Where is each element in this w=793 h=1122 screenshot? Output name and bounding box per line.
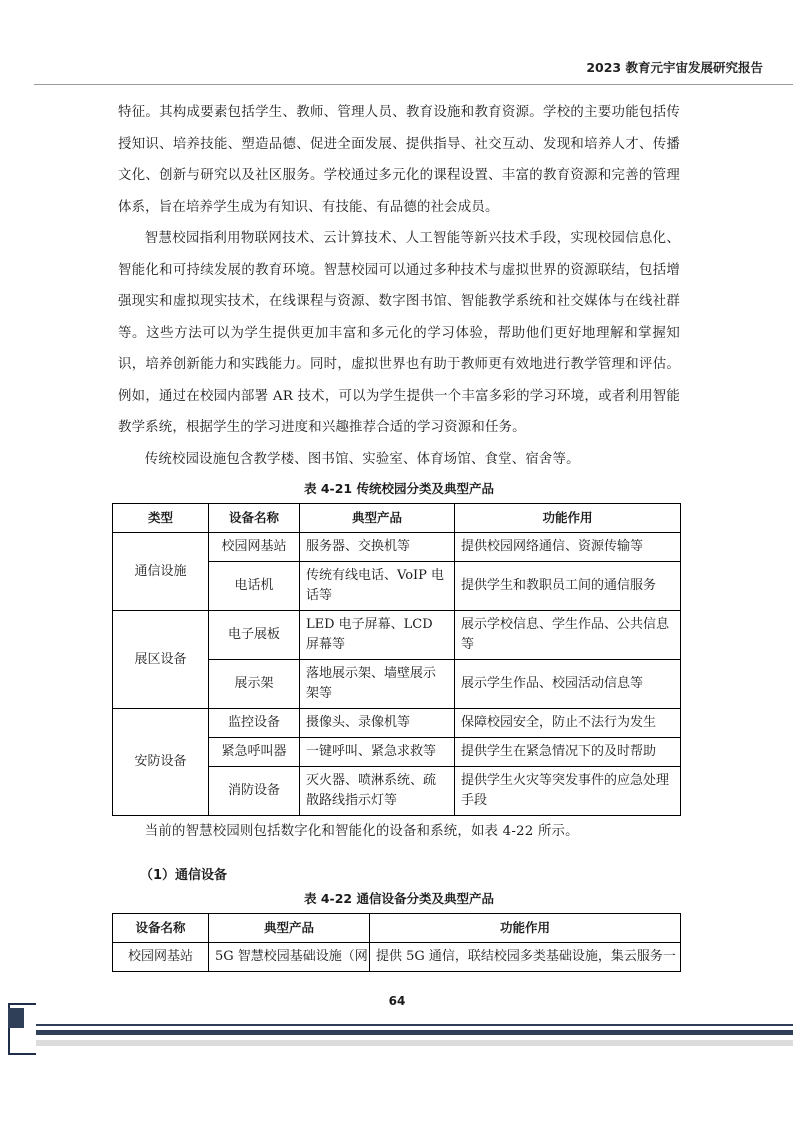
paragraph-traditional-facilities: 传统校园设施包含教学楼、图书馆、实验室、体育场馆、食堂、宿舍等。 [144,451,580,467]
function-cell: 提供学生和教职员工间的通信服务 [455,562,681,611]
column-header-product: 典型产品 [300,504,455,533]
function-cell: 展示学校信息、学生作品、公共信息等 [455,611,681,660]
product-cell: 灭火器、喷淋系统、疏散路线指示灯等 [300,767,455,816]
function-cell: 提供 5G 通信，联结校园多类基础设施，集云服务一 [370,942,681,971]
function-cell: 保障校园安全，防止不法行为发生 [455,709,681,738]
page-content [118,97,680,972]
device-cell: 电子展板 [209,611,300,660]
footer-corner-block [8,1008,24,1028]
column-header-function: 功能作用 [370,913,681,942]
column-header-device: 设备名称 [209,504,300,533]
table-header-row [113,913,681,942]
product-cell: 传统有线电话、VoIP 电话等 [300,562,455,611]
product-cell: 落地展示架、墙壁展示架等 [300,660,455,709]
product-cell: 5G 智慧校园基础设施（网 [209,942,370,971]
page-header-title: 2023 教育元宇宙发展研究报告 [586,60,763,75]
device-cell: 电话机 [209,562,300,611]
device-cell: 紧急呼叫器 [209,738,300,767]
footer-line-thin [36,1024,793,1026]
column-header-function: 功能作用 [455,504,681,533]
device-cell: 校园网基站 [113,942,209,971]
column-header-product: 典型产品 [209,913,370,942]
column-header-type: 类型 [113,504,209,533]
table-4-21 [112,503,681,816]
table-row [113,611,681,660]
paragraph-smart-campus: 智慧校园指利用物联网技术、云计算技术、人工智能等新兴技术手段，实现校园信息化、智能化和可持续发展的教育环境。智慧校园可以通过多种技术与虚拟世界的资源联结，包括增强现实和虚拟现实技术，在线课程与资源、数字图书馆、智能教学系统和社交媒体与在线社群等。这些方法可以为学生提供更加丰富和多元化的学习体验，帮助他们更好地理解和掌握知识，培养创新能力和实践能力。同时，虚拟世界也有助于教师更有效地进行教学管理和评估。例如，通过在校园内部署 AR 技术，可以为学生提供一个丰富多彩的学习环境，或者利用智能教学系统，根据学生的学习进度和兴趣推荐合适的学习资源和任务。 [118,231,680,435]
product-cell: LED 电子屏幕、LCD 屏幕等 [300,611,455,660]
product-cell: 服务器、交换机等 [300,533,455,562]
table-4-22 [112,913,681,972]
table-row [113,533,681,562]
header-divider [34,84,793,85]
footer-line-thick [36,1030,793,1035]
product-cell: 摄像头、录像机等 [300,709,455,738]
column-header-device: 设备名称 [113,913,209,942]
paragraph-school-definition: 特征。其构成要素包括学生、教师、管理人员、教育设施和教育资源。学校的主要功能包括传授知识、培养技能、塑造品德、促进全面发展、提供指导、社交互动、发现和培养人才、传播文化、创新与研究以及社区服务。学校通过多元化的课程设置、丰富的教育资源和完善的管理体系，旨在培养学生成为有知识、有技能、有品德的社会成员。 [118,105,680,215]
function-cell: 提供学生在紧急情况下的及时帮助 [455,738,681,767]
category-cell: 通信设施 [113,533,209,611]
device-cell: 展示架 [209,660,300,709]
footer-line-light [36,1040,793,1046]
table-header-row [113,504,681,533]
device-cell: 消防设备 [209,767,300,816]
function-cell: 提供校园网络通信、资源传输等 [455,533,681,562]
page-number: 64 [388,994,406,1008]
category-cell: 安防设备 [113,709,209,816]
category-cell: 展区设备 [113,611,209,709]
device-cell: 校园网基站 [209,533,300,562]
paragraph-table-reference: 当前的智慧校园则包括数字化和智能化的设备和系统，如表 4-22 所示。 [144,824,579,839]
table-4-22-caption: 表 4-22 通信设备分类及典型产品 [304,890,494,906]
function-cell: 提供学生火灾等突发事件的应急处理手段 [455,767,681,816]
table-row [113,709,681,738]
product-cell: 一键呼叫、紧急求救等 [300,738,455,767]
section-heading-communication: （1）通信设备 [140,867,228,883]
device-cell: 监控设备 [209,709,300,738]
function-cell: 展示学生作品、校园活动信息等 [455,660,681,709]
table-row [113,942,681,971]
table-4-21-caption: 表 4-21 传统校园分类及典型产品 [304,481,494,496]
